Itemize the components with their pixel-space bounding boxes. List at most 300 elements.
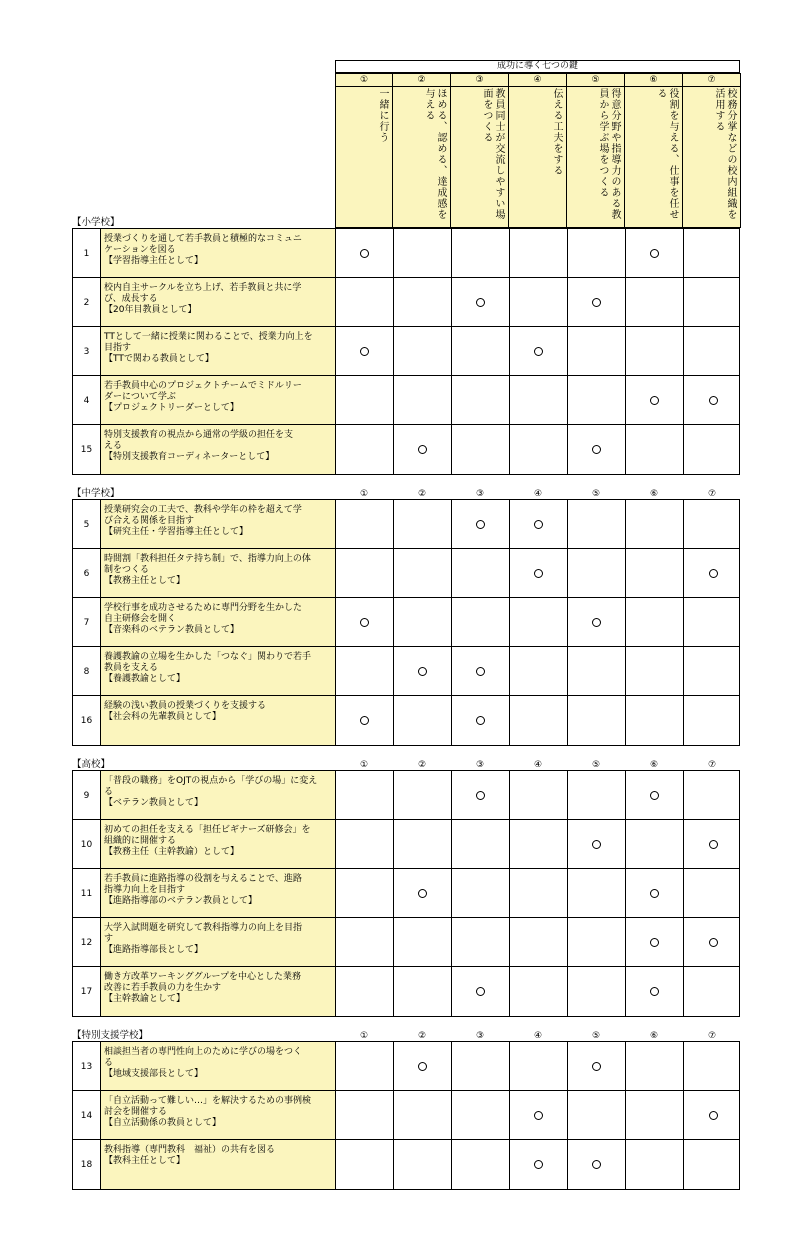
column-number: ⑦ xyxy=(707,489,717,499)
key-cell xyxy=(626,327,684,376)
description-line: 【主幹教諭として】 xyxy=(104,994,186,1004)
row-description xyxy=(101,1091,336,1140)
column-number: ② xyxy=(417,1031,427,1041)
key-cell xyxy=(336,376,394,425)
column-number: ⑥ xyxy=(649,1031,659,1041)
key-cell xyxy=(510,549,568,598)
key-cell xyxy=(684,598,742,647)
description-line: 「自立活動って難しい…」を解決するための事例検 xyxy=(104,1096,312,1106)
circle-mark-icon xyxy=(360,249,369,258)
description-line: TTとして一緒に授業に関わることで、授業力向上を xyxy=(104,332,313,342)
description-line: 【進路指導部長として】 xyxy=(104,945,204,955)
key-cell xyxy=(394,696,452,745)
column-number: ⑤ xyxy=(591,489,601,499)
key-number: ① xyxy=(336,74,392,87)
column-number: ③ xyxy=(475,489,485,499)
key-cell xyxy=(394,229,452,278)
circle-mark-icon xyxy=(534,520,543,529)
key-cell xyxy=(336,820,394,869)
key-cell xyxy=(510,1140,568,1189)
row-number: 14 xyxy=(73,1091,101,1140)
description-line: ダーについて学ぶ xyxy=(104,392,176,402)
row-description xyxy=(101,771,336,820)
description-line: 教科指導（専門教科 福祉）の共有を図る xyxy=(104,1145,276,1155)
key-cell xyxy=(452,549,510,598)
key-cell xyxy=(394,771,452,820)
key-cell xyxy=(626,820,684,869)
row-number: 11 xyxy=(73,869,101,918)
key-number: ⑤ xyxy=(567,74,624,87)
key-cell xyxy=(510,376,568,425)
circle-mark-icon xyxy=(418,1062,427,1071)
key-cell xyxy=(626,549,684,598)
key-cell xyxy=(336,1042,394,1091)
key-cell xyxy=(336,967,394,1016)
description-line: 若手教員に進路指導の役割を与えることで、進路 xyxy=(104,874,302,884)
key-cell xyxy=(394,918,452,967)
key-cell xyxy=(510,820,568,869)
description-line: る xyxy=(104,787,114,797)
description-line: 学校行事を成功させるために専門分野を生かした xyxy=(104,603,303,613)
section-label: 【中学校】 xyxy=(72,488,120,499)
key-cell xyxy=(510,869,568,918)
key-cell xyxy=(684,327,742,376)
key-cell xyxy=(510,967,568,1016)
table-row xyxy=(73,869,739,918)
circle-mark-icon xyxy=(650,249,659,258)
description-line: 相談担当者の専門性向上のために学びの場をつく xyxy=(104,1047,303,1057)
key-cell xyxy=(336,549,394,598)
key-cell xyxy=(394,869,452,918)
key-label: 一緒に行う xyxy=(377,88,388,143)
key-cell xyxy=(510,278,568,327)
key-cell xyxy=(452,376,510,425)
circle-mark-icon xyxy=(592,445,601,454)
description-line: る xyxy=(104,1058,114,1068)
key-cell xyxy=(452,229,510,278)
description-line: 目指す xyxy=(104,343,132,353)
description-line: 【学習指導主任として】 xyxy=(104,256,204,266)
key-cell xyxy=(568,869,626,918)
key-cell xyxy=(336,1091,394,1140)
key-cell xyxy=(568,278,626,327)
key-label: ほめる、認める、達成感を与える xyxy=(423,88,446,220)
key-cell xyxy=(510,647,568,696)
description-line: 経験の浅い教員の授業づくりを支援する xyxy=(104,701,267,711)
description-line: 【プロジェクトリーダーとして】 xyxy=(104,403,239,413)
key-cell xyxy=(684,500,742,549)
row-description xyxy=(101,598,336,647)
row-description xyxy=(101,918,336,967)
key-cell xyxy=(626,647,684,696)
row-number: 13 xyxy=(73,1042,101,1091)
row-number: 18 xyxy=(73,1140,101,1189)
row-description xyxy=(101,327,336,376)
row-description xyxy=(101,500,336,549)
circle-mark-icon xyxy=(709,396,718,405)
table-row xyxy=(73,967,739,1016)
circle-mark-icon xyxy=(650,791,659,800)
key-cell xyxy=(452,771,510,820)
description-line: 【TTで関わる教員として】 xyxy=(104,354,214,364)
key-cell xyxy=(394,376,452,425)
description-line: び合える関係を目指す xyxy=(104,516,195,526)
practice-table xyxy=(72,1041,740,1190)
key-cell xyxy=(568,771,626,820)
row-description xyxy=(101,229,336,278)
table-row xyxy=(73,1140,739,1189)
row-description xyxy=(101,820,336,869)
key-column-header xyxy=(566,73,625,228)
key-cell xyxy=(684,1091,742,1140)
key-cell xyxy=(684,229,742,278)
description-line: 【20年目教員として】 xyxy=(104,305,197,315)
circle-mark-icon xyxy=(592,618,601,627)
circle-mark-icon xyxy=(476,520,485,529)
circle-mark-icon xyxy=(592,840,601,849)
column-number: ③ xyxy=(475,760,485,770)
circle-mark-icon xyxy=(534,347,543,356)
key-cell xyxy=(626,696,684,745)
column-number: ④ xyxy=(533,1031,543,1041)
row-number: 12 xyxy=(73,918,101,967)
table-row xyxy=(73,278,739,327)
table-row xyxy=(73,229,739,278)
section-label: 【高校】 xyxy=(72,759,111,770)
section-label: 【小学校】 xyxy=(72,217,120,228)
key-cell xyxy=(568,820,626,869)
practice-table xyxy=(72,499,740,746)
row-number: 8 xyxy=(73,647,101,696)
row-description xyxy=(101,376,336,425)
key-cell xyxy=(336,771,394,820)
key-cell xyxy=(394,1140,452,1189)
description-line: える xyxy=(104,441,123,451)
key-label: 校務分掌などの校内組織を活用する xyxy=(713,88,736,220)
description-line: 校内自主サークルを立ち上げ、若手教員と共に学 xyxy=(104,283,302,293)
practice-table xyxy=(72,770,740,1017)
key-cell xyxy=(684,425,742,474)
key-cell xyxy=(568,1042,626,1091)
key-cell xyxy=(626,1091,684,1140)
description-line: 初めての担任を支える「担任ビギナーズ研修会」を xyxy=(104,825,311,835)
key-cell xyxy=(510,327,568,376)
description-line: 自主研修会を開く xyxy=(104,614,177,624)
row-number: 6 xyxy=(73,549,101,598)
description-line: 大学入試問題を研究して教科指導力の向上を目指 xyxy=(104,923,303,933)
section-label: 【特別支援学校】 xyxy=(72,1030,149,1041)
circle-mark-icon xyxy=(650,938,659,947)
key-cell xyxy=(568,376,626,425)
row-number: 17 xyxy=(73,967,101,1016)
row-number: 3 xyxy=(73,327,101,376)
key-cell xyxy=(626,229,684,278)
description-line: 【養護教諭として】 xyxy=(104,674,186,684)
key-cell xyxy=(452,918,510,967)
circle-mark-icon xyxy=(650,987,659,996)
key-number: ④ xyxy=(509,74,566,87)
column-number: ② xyxy=(417,760,427,770)
key-cell xyxy=(452,500,510,549)
key-cell xyxy=(336,1140,394,1189)
table-row xyxy=(73,918,739,967)
key-cell xyxy=(568,327,626,376)
column-number: ⑦ xyxy=(707,1031,717,1041)
column-number: ⑤ xyxy=(591,1031,601,1041)
key-cell xyxy=(394,549,452,598)
key-column-header xyxy=(682,73,741,228)
column-number: ① xyxy=(359,760,369,770)
circle-mark-icon xyxy=(709,569,718,578)
key-column-header xyxy=(624,73,683,228)
description-line: 【地域支援部長として】 xyxy=(104,1069,204,1079)
description-line: 制をつくる xyxy=(104,565,150,575)
key-cell xyxy=(626,598,684,647)
key-label: 得意分野や指導力のある教員から学ぶ場をつくる xyxy=(597,88,620,220)
description-line: 時間割「教科担任タテ持ち制」で、指導力向上の体 xyxy=(104,554,311,564)
key-cell xyxy=(452,696,510,745)
key-cell xyxy=(510,1042,568,1091)
key-label: 伝える工夫をする xyxy=(551,88,562,176)
key-column-header xyxy=(508,73,567,228)
key-cell xyxy=(452,820,510,869)
circle-mark-icon xyxy=(476,716,485,725)
key-cell xyxy=(394,327,452,376)
key-cell xyxy=(684,820,742,869)
key-cell xyxy=(452,647,510,696)
circle-mark-icon xyxy=(418,445,427,454)
key-cell xyxy=(568,500,626,549)
circle-mark-icon xyxy=(534,1111,543,1120)
row-description xyxy=(101,1140,336,1189)
column-number: ⑤ xyxy=(591,760,601,770)
key-cell xyxy=(626,918,684,967)
key-cell xyxy=(394,500,452,549)
row-description xyxy=(101,425,336,474)
key-cell xyxy=(684,771,742,820)
row-number: 5 xyxy=(73,500,101,549)
key-cell xyxy=(684,1140,742,1189)
description-line: 養護教諭の立場を生かした「つなぐ」関わりで若手 xyxy=(104,652,312,662)
circle-mark-icon xyxy=(709,840,718,849)
circle-mark-icon xyxy=(476,987,485,996)
row-number: 4 xyxy=(73,376,101,425)
key-cell xyxy=(336,918,394,967)
table-row xyxy=(73,1091,739,1140)
key-cell xyxy=(568,598,626,647)
description-line: 【社会科の先輩教員として】 xyxy=(104,712,222,722)
circle-mark-icon xyxy=(534,569,543,578)
column-number: ⑥ xyxy=(649,489,659,499)
key-cell xyxy=(452,278,510,327)
key-cell xyxy=(336,278,394,327)
table-row xyxy=(73,376,739,425)
key-cell xyxy=(452,598,510,647)
key-cell xyxy=(452,967,510,1016)
row-description xyxy=(101,967,336,1016)
key-cell xyxy=(336,229,394,278)
key-cell xyxy=(394,647,452,696)
description-line: 【進路指導部のベテラン教員として】 xyxy=(104,896,258,906)
key-cell xyxy=(568,696,626,745)
row-number: 9 xyxy=(73,771,101,820)
column-number: ① xyxy=(359,1031,369,1041)
circle-mark-icon xyxy=(592,1062,601,1071)
circle-mark-icon xyxy=(360,716,369,725)
key-cell xyxy=(626,1042,684,1091)
row-number: 15 xyxy=(73,425,101,474)
description-line: す xyxy=(104,934,114,944)
column-number: ② xyxy=(417,489,427,499)
description-line: 「普段の職務」をOJTの視点から「学びの場」に変え xyxy=(104,776,318,786)
key-cell xyxy=(626,376,684,425)
row-description xyxy=(101,278,336,327)
description-line: ケーションを図る xyxy=(104,245,176,255)
table-row xyxy=(73,647,739,696)
key-cell xyxy=(510,425,568,474)
table-row xyxy=(73,1042,739,1091)
key-number: ② xyxy=(393,74,450,87)
description-line: 組織的に開催する xyxy=(104,836,177,846)
description-line: 【研究主任・学習指導主任として】 xyxy=(104,527,249,537)
description-line: 【音楽科のベテラン教員として】 xyxy=(104,625,240,635)
key-cell xyxy=(626,278,684,327)
key-cell xyxy=(684,869,742,918)
description-line: 【特別支援教育コーディネーターとして】 xyxy=(104,452,275,462)
description-line: 若手教員中心のプロジェクトチームでミドルリー xyxy=(104,381,302,391)
key-cell xyxy=(510,918,568,967)
column-number: ⑦ xyxy=(707,760,717,770)
description-line: 【自立活動係の教員として】 xyxy=(104,1118,222,1128)
description-line: 指導力向上を目指す xyxy=(104,885,186,895)
key-cell xyxy=(626,1140,684,1189)
key-cell xyxy=(336,647,394,696)
key-cell xyxy=(452,1140,510,1189)
circle-mark-icon xyxy=(709,1111,718,1120)
key-cell xyxy=(510,598,568,647)
row-number: 16 xyxy=(73,696,101,745)
column-number: ① xyxy=(359,489,369,499)
table-row xyxy=(73,425,739,474)
circle-mark-icon xyxy=(418,667,427,676)
key-cell xyxy=(684,549,742,598)
key-cell xyxy=(510,229,568,278)
key-cell xyxy=(452,1042,510,1091)
key-cell xyxy=(510,696,568,745)
description-line: 【教務主任（主幹教諭）として】 xyxy=(104,847,240,857)
key-number: ③ xyxy=(451,74,508,87)
key-number: ⑦ xyxy=(683,74,740,87)
description-line: 討会を開催する xyxy=(104,1107,168,1117)
circle-mark-icon xyxy=(650,396,659,405)
circle-mark-icon xyxy=(650,889,659,898)
table-row xyxy=(73,696,739,745)
key-cell xyxy=(394,1091,452,1140)
description-line: 授業づくりを通して若手教員と積極的なコミュニ xyxy=(104,234,302,244)
key-number: ⑥ xyxy=(625,74,682,87)
key-cell xyxy=(684,647,742,696)
key-column-header xyxy=(392,73,451,228)
circle-mark-icon xyxy=(360,618,369,627)
key-cell xyxy=(684,918,742,967)
key-cell xyxy=(452,869,510,918)
key-cell xyxy=(568,1140,626,1189)
column-number: ④ xyxy=(533,760,543,770)
key-cell xyxy=(568,1091,626,1140)
description-line: 授業研究会の工夫で、教科や学年の枠を超えて学 xyxy=(104,505,302,515)
key-cell xyxy=(626,500,684,549)
key-cell xyxy=(336,869,394,918)
key-cell xyxy=(626,869,684,918)
table-row xyxy=(73,500,739,549)
table-row xyxy=(73,598,739,647)
key-cell xyxy=(394,425,452,474)
column-number: ⑥ xyxy=(649,760,659,770)
key-cell xyxy=(336,598,394,647)
key-cell xyxy=(684,1042,742,1091)
row-number: 10 xyxy=(73,820,101,869)
description-line: 改善に若手教員の力を生かす xyxy=(104,983,222,993)
description-line: 特別支援教育の視点から通常の学級の担任を支 xyxy=(104,430,294,440)
key-cell xyxy=(626,967,684,1016)
key-cell xyxy=(336,327,394,376)
key-cell xyxy=(568,967,626,1016)
column-number: ④ xyxy=(533,489,543,499)
key-cell xyxy=(452,425,510,474)
key-cell xyxy=(336,500,394,549)
row-number: 2 xyxy=(73,278,101,327)
table-row xyxy=(73,327,739,376)
key-cell xyxy=(626,425,684,474)
key-column-header xyxy=(450,73,509,228)
key-cell xyxy=(452,1091,510,1140)
key-cell xyxy=(336,425,394,474)
key-label: 教員同士が交流しやすい場面をつくる xyxy=(481,88,504,220)
description-line: び、成長する xyxy=(104,294,158,304)
circle-mark-icon xyxy=(476,791,485,800)
circle-mark-icon xyxy=(709,938,718,947)
column-number: ③ xyxy=(475,1031,485,1041)
key-cell xyxy=(568,425,626,474)
key-cell xyxy=(568,229,626,278)
row-number: 1 xyxy=(73,229,101,278)
circle-mark-icon xyxy=(476,667,485,676)
key-cell xyxy=(336,696,394,745)
key-cell xyxy=(568,549,626,598)
table-row xyxy=(73,820,739,869)
circle-mark-icon xyxy=(592,298,601,307)
row-number: 7 xyxy=(73,598,101,647)
key-cell xyxy=(394,278,452,327)
row-description xyxy=(101,647,336,696)
key-cell xyxy=(394,598,452,647)
keys-header-title: 成功に導く七つの鍵 xyxy=(335,60,740,73)
circle-mark-icon xyxy=(534,1160,543,1169)
key-cell xyxy=(684,278,742,327)
practice-table xyxy=(72,228,740,475)
key-column-header xyxy=(335,73,393,228)
key-cell xyxy=(510,771,568,820)
row-description xyxy=(101,1042,336,1091)
key-cell xyxy=(684,696,742,745)
table-row xyxy=(73,771,739,820)
key-cell xyxy=(684,376,742,425)
row-description xyxy=(101,549,336,598)
key-cell xyxy=(510,1091,568,1140)
description-line: 【教務主任として】 xyxy=(104,576,186,586)
key-cell xyxy=(394,1042,452,1091)
description-line: 教員を支える xyxy=(104,663,159,673)
